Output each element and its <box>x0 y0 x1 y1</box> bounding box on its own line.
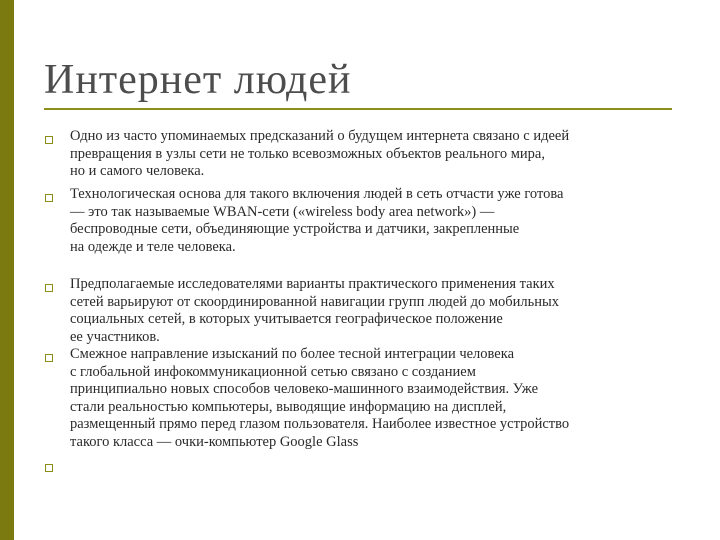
bullet-line: Технологическая основа для такого включения людей в сеть отчасти уже готова <box>70 186 564 202</box>
square-bullet-icon <box>45 464 53 472</box>
bullet-line: принципиально новых способов человеко-машинного взаимодействия. Уже <box>70 381 539 398</box>
slide-title: Интернет людей <box>44 57 352 103</box>
bullet-text <box>70 186 710 256</box>
bullet-line: социальных сетей, в которых учитывается географическое положение <box>70 311 503 328</box>
square-bullet-icon <box>45 284 53 292</box>
bullet-line: Предполагаемые исследователями варианты практического применения таких <box>70 276 555 292</box>
bullet-line: Одно из часто упоминаемых предсказаний о будущем интернета связано с идеей <box>70 128 570 144</box>
title-underline <box>44 108 672 110</box>
bullet-line: беспроводные сети, объединяющие устройства и датчики, закрепленные <box>70 221 520 238</box>
square-bullet-icon <box>45 136 53 144</box>
bullet-line: такого класса — очки-компьютер Google Glass <box>70 433 359 450</box>
bullet-line: но и самого человека. <box>70 163 205 180</box>
bullet-line: ее участников. <box>70 328 160 345</box>
bullet-text <box>70 276 710 346</box>
left-accent-bar <box>0 0 14 540</box>
bullet-text <box>70 346 710 452</box>
bullet-line: сетей варьируют от скоординированной навигации групп людей до мобильных <box>70 293 559 310</box>
bullet-text <box>70 128 710 181</box>
square-bullet-icon <box>45 194 53 202</box>
bullet-line: размещенный прямо перед глазом пользователя. Наиболее известное устройство <box>70 416 570 433</box>
bullet-line: Смежное направление изысканий по более тесной интеграции человека <box>70 346 515 362</box>
bullet-line: превращения в узлы сети не только всевозможных объектов реального мира, <box>70 145 545 162</box>
square-bullet-icon <box>45 354 53 362</box>
bullet-line: — это так называемые WBAN-сети («wireless body area network») — <box>70 203 495 220</box>
bullet-line: стали реальностью компьютеры, выводящие информацию на дисплей, <box>70 398 507 415</box>
bullet-line: с глобальной инфокоммуникационной сетью связано с созданием <box>70 363 476 380</box>
bullet-line: на одежде и теле человека. <box>70 238 236 255</box>
